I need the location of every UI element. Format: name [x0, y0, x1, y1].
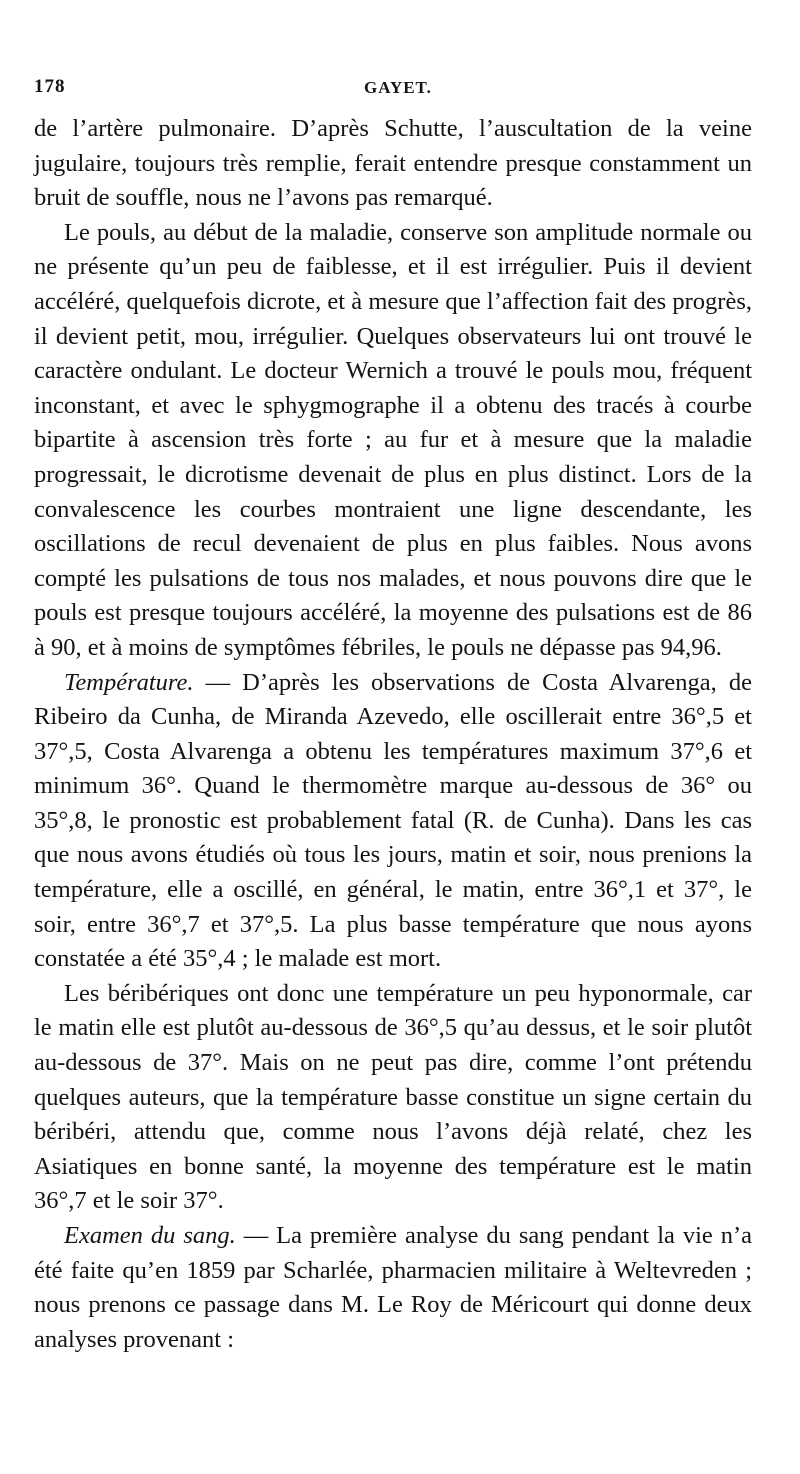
paragraph-text: — La première analyse du sang pendant la vie n’a été faite qu’en 1859 par Scharlée, pharmacien militaire à Weltevreden ; nous prenons ce passage dans M. Le Roy de Méricourt qui donne deux analyses provenant : [34, 1222, 752, 1353]
paragraph-text: Le pouls, au début de la maladie, conserve son amplitude normale ou ne présente qu’un peu de faiblesse, et il est irrégulier. Puis il devient accéléré, quelquefois dicrote, et à mesure que l’affection fait des progrès, il devient petit, mou, irrégulier. Quelques observateurs lui ont trouvé le caractère ondulant. Le docteur Wernich a trouvé le pouls mou, fréquent inconstant, et avec le sphygmographe il a obtenu des tracés à courbe bipartite à ascension très forte ; au fur et à mesure que la maladie progressait, le dicrotisme devenait de plus en plus distinct. Lors de la convalescence les courbes montraient une ligne descendante, les oscillations de recul devenaient de plus en plus faibles. Nous avons compté les pulsations de tous nos malades, et nous pouvons dire que le pouls est presque toujours accéléré, la moyenne des pulsations est de 86 à 90, et à moins de symptômes fébriles, le pouls ne dépasse pas 94,96. [34, 218, 752, 661]
running-head-author: GAYET. [364, 78, 432, 97]
paragraph-text: Les béribériques ont donc une température un peu hyponormale, car le matin elle est plutôt au-dessous de 36°,5 qu’au dessus, et le soir plutôt au-dessous de 37°. Mais on ne peut pas dire, comme l’ont prétendu quelques auteurs, que la température basse constitue un signe certain du béribéri, attendu que, comme nous l’avons déjà relaté, chez les Asiatiques en bonne santé, la moyenne des température est le matin 36°,7 et le soir 37°. [34, 979, 752, 1215]
running-head [30, 76, 770, 106]
paragraph-examen-du-sang [34, 1219, 752, 1357]
paragraph-text: — D’après les observations de Costa Alvarenga, de Ribeiro da Cunha, de Miranda Azevedo, elle oscillerait entre 36°,5 et 37°,5, Costa Alvarenga a obtenu les températures maximum 37°,6 et minimum 36°. Quand le thermomètre marque au-dessous de 36° ou 35°,8, le pronostic est probablement fatal (R. de Cunha). Dans les cas que nous avons étudiés où tous les jours, matin et soir, nous prenions la température, elle a oscillé, en général, le matin, entre 36°,1 et 37°, le soir, entre 36°,7 et 37°,5. La plus basse température que nous ayons constatée a été 35°,4 ; le malade est mort. [34, 668, 752, 973]
paragraph-text: de l’artère pulmonaire. D’après Schutte, l’auscultation de la veine jugulaire, toujours très remplie, ferait entendre presque constamment un bruit de souffle, nous ne l’avons pas remarqué. [34, 115, 752, 212]
paragraph-continued [34, 112, 752, 216]
section-run-in-heading: Examen du sang. [64, 1222, 236, 1249]
section-run-in-heading: Température. [64, 668, 194, 696]
body-text [34, 112, 752, 1357]
page-number: 178 [34, 76, 66, 97]
paragraph-temperature [34, 666, 752, 977]
paragraph-beriberiques [34, 977, 752, 1219]
paragraph-pouls [34, 216, 752, 666]
